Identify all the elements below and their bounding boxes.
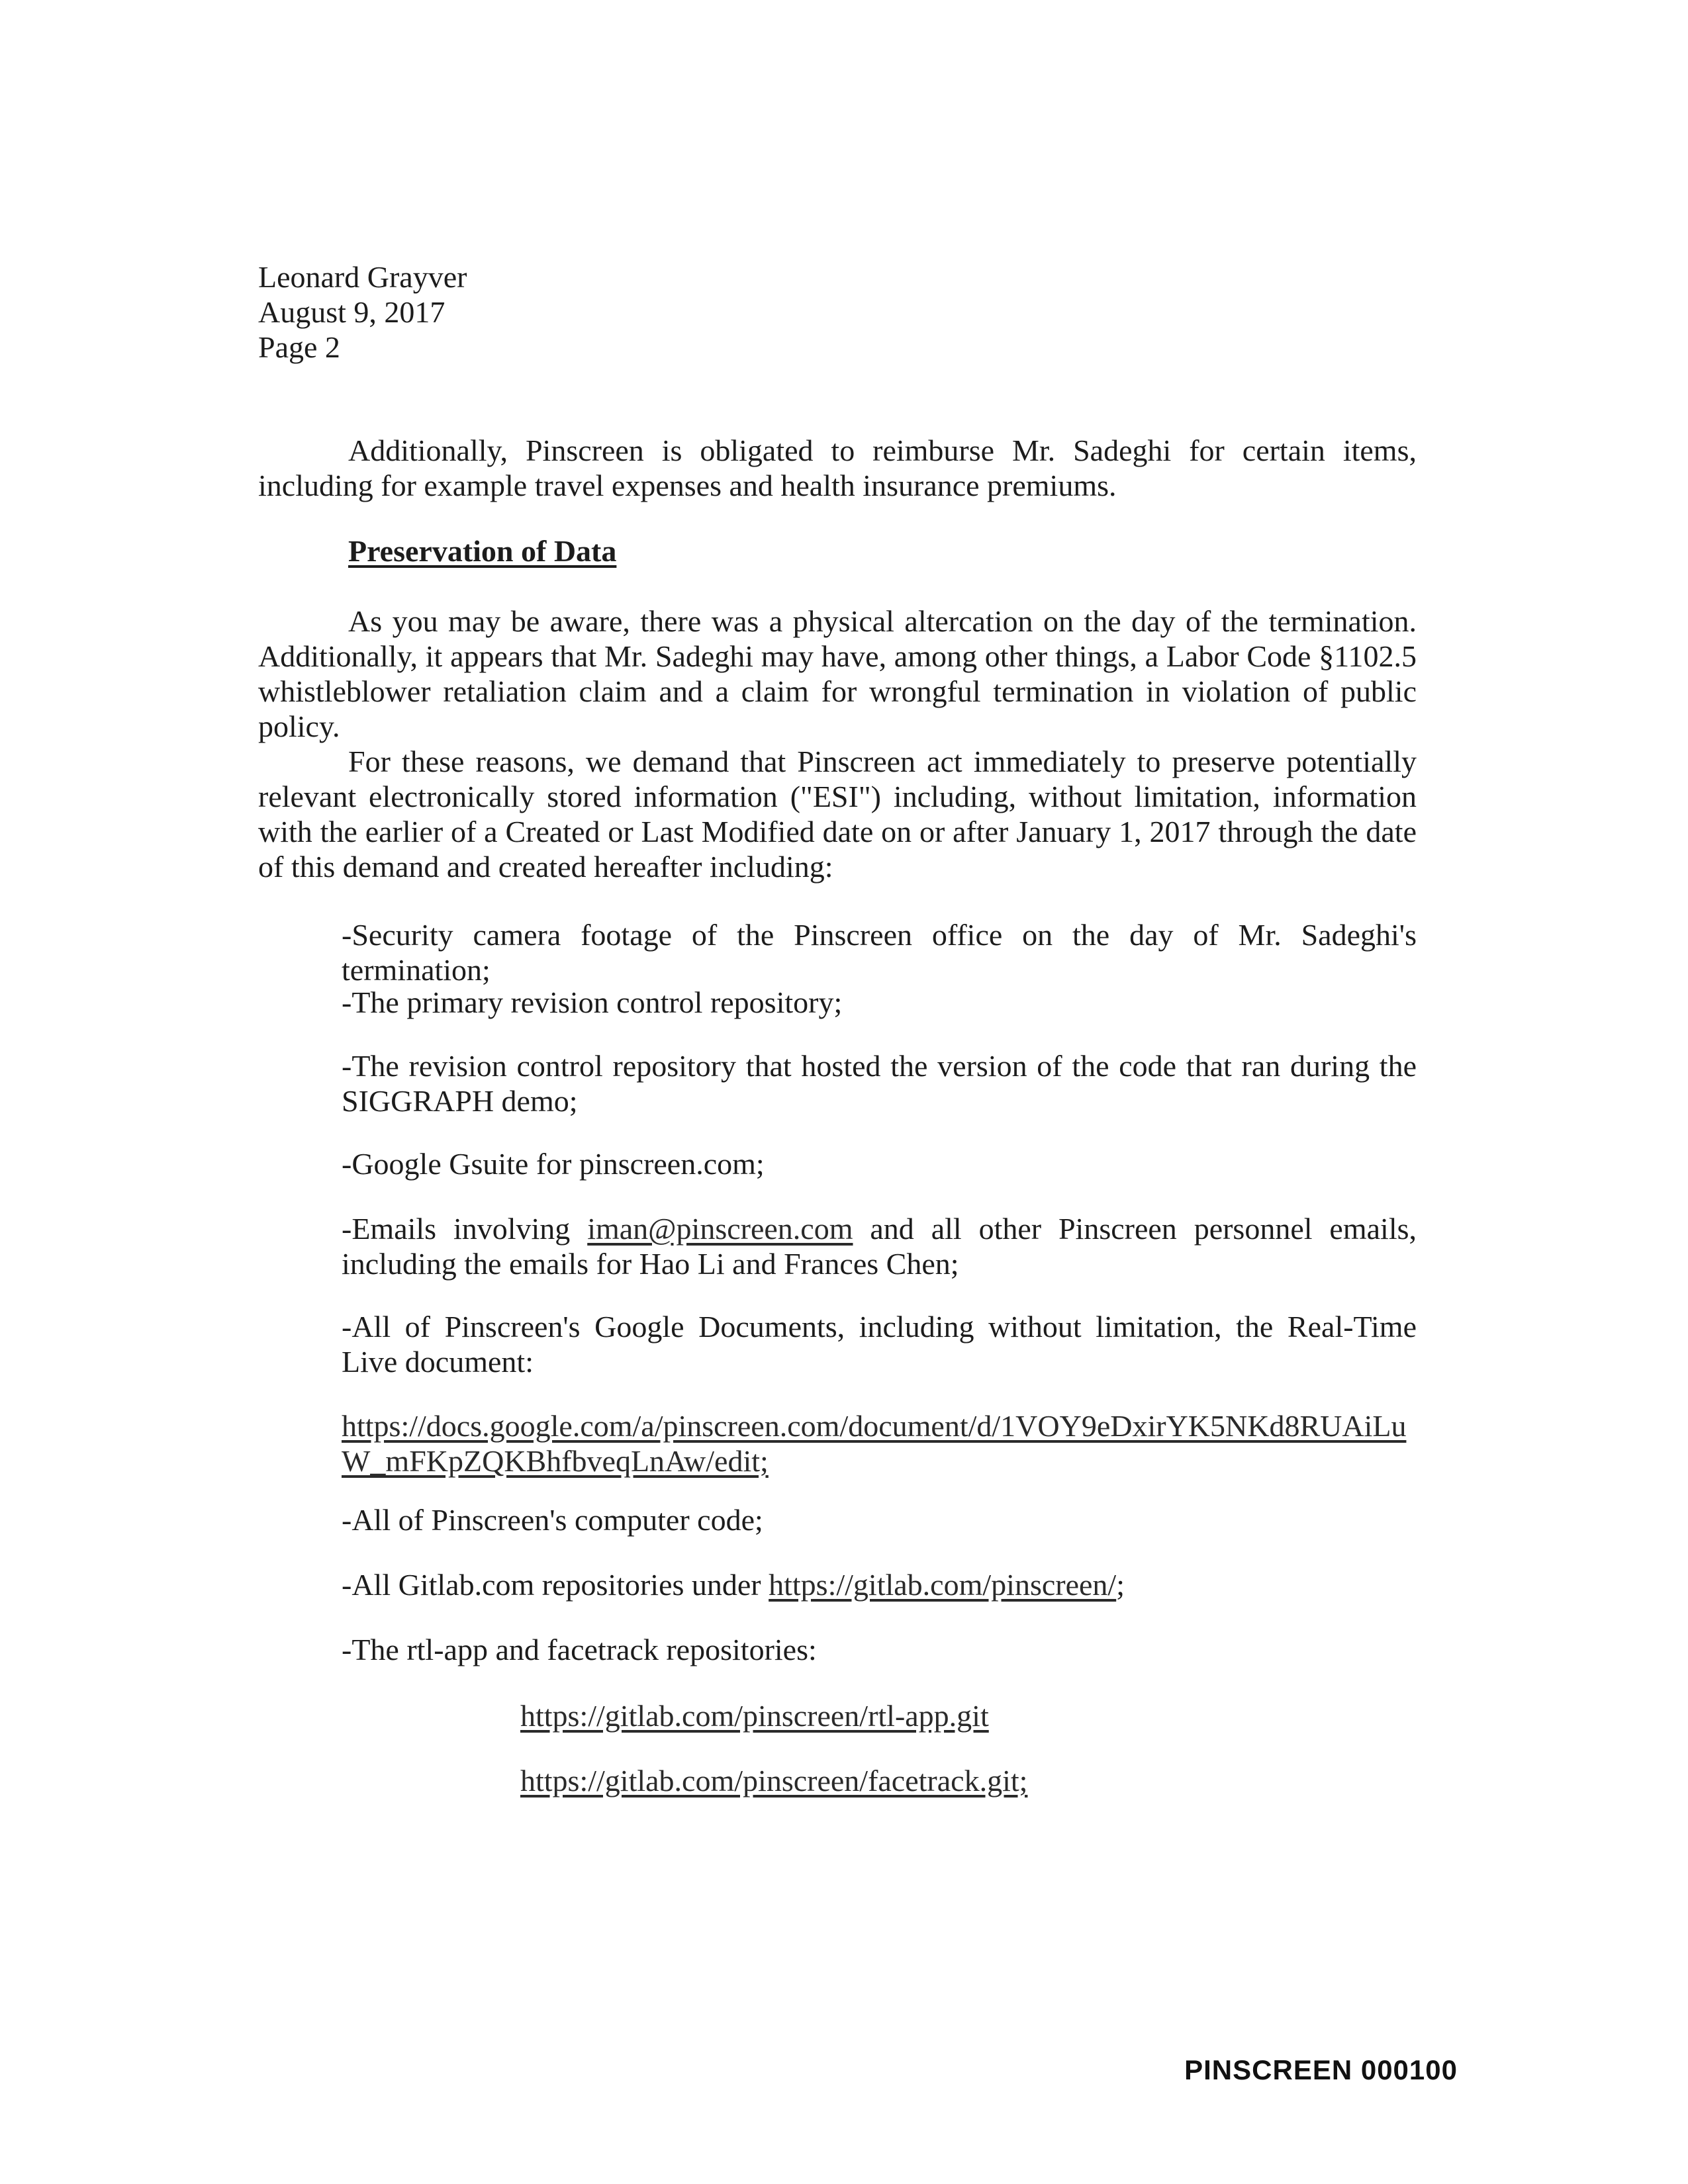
list-item-emails	[342, 1211, 1417, 1281]
list-item-gitlab	[342, 1567, 1417, 1602]
rtl-app-link[interactable]: https://gitlab.com/pinscreen/rtl-app.git	[520, 1699, 989, 1733]
section-heading-preservation: Preservation of Data	[348, 534, 617, 568]
list-item-primary-repo: -The primary revision control repository;	[342, 985, 843, 1019]
emails-prefix: -Emails involving	[342, 1212, 588, 1246]
demand-paragraph: For these reasons, we demand that Pinscreen act immediately to preserve potentially relevant electronically stored information ("ESI") including, without limitation, information with the earlier of a Created or Last Modified date on or after January 1, 2017 through the date of this demand and created hereafter including:	[258, 745, 1417, 884]
list-item-security-camera: -Security camera footage of the Pinscreen office on the day of Mr. Sadeghi's termination;	[342, 918, 1417, 987]
page-number: Page 2	[258, 330, 340, 364]
recipient-name: Leonard Grayver	[258, 260, 467, 294]
list-item-gsuite: -Google Gsuite for pinscreen.com;	[342, 1147, 765, 1181]
gitlab-link[interactable]: https://gitlab.com/pinscreen/	[769, 1568, 1117, 1602]
reimbursement-paragraph: Additionally, Pinscreen is obligated to reimburse Mr. Sadeghi for certain items, including for example travel expenses and health insurance premiums.	[258, 433, 1417, 502]
letter-date: August 9, 2017	[258, 295, 445, 329]
facetrack-link[interactable]: https://gitlab.com/pinscreen/facetrack.git;	[520, 1764, 1028, 1797]
gitlab-prefix: -All Gitlab.com repositories under	[342, 1568, 769, 1602]
list-item-google-docs: -All of Pinscreen's Google Documents, including without limitation, the Real-Time Live document:	[342, 1310, 1417, 1379]
altercation-paragraph: As you may be aware, there was a physical altercation on the day of the termination. Additionally, it appears that Mr. Sadeghi may have, among other things, a Labor Code §1102.5 whistleblower retaliation claim and a claim for wrongful termination in violation of public policy.	[258, 604, 1417, 743]
google-doc-link[interactable]: https://docs.google.com/a/pinscreen.com/document/d/1VOY9eDxirYK5NKd8RUAiLuW_mFKpZQKBhfbveqLnAw/edit;	[342, 1409, 1407, 1478]
list-item-rtl-facetrack: -The rtl-app and facetrack repositories:	[342, 1633, 817, 1666]
gitlab-suffix: ;	[1116, 1568, 1125, 1602]
bates-number: PINSCREEN 000100	[1184, 2054, 1458, 2085]
emails-suffix: and all other Pinscreen personnel emails, including the emails for Hao Li and Frances Chen;	[342, 1212, 1417, 1281]
email-link[interactable]: iman@pinscreen.com	[587, 1212, 853, 1246]
list-item-computer-code: -All of Pinscreen's computer code;	[342, 1503, 763, 1537]
list-item-siggraph-repo: -The revision control repository that hosted the version of the code that ran during the SIGGRAPH demo;	[342, 1049, 1417, 1118]
letter-header	[258, 259, 467, 365]
